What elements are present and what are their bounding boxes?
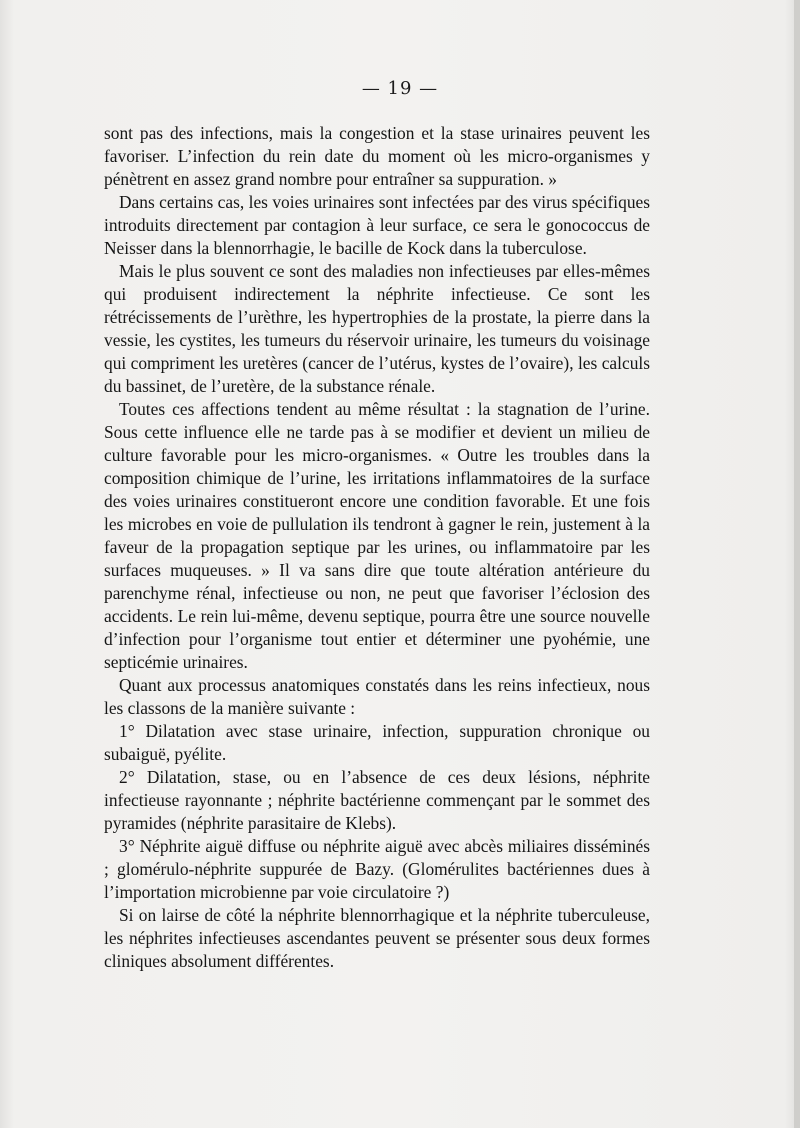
list-item-3: 3° Néphrite aiguë diffuse ou néphrite aiguë avec abcès miliaires disséminés ; glomérulo-néphrite suppurée de Bazy. (Glomérulites bactériennes dues à l’importation microbienne par voie circulatoire ?) — [104, 836, 650, 902]
paragraph-clinical-forms: Si on lairse de côté la néphrite blennorrhagique et la néphrite tuberculeuse, les néphrites infectieuses ascendantes peuvent se présenter sous deux formes cliniques absolument différentes. — [104, 905, 650, 971]
page-number: — 19 — — [361, 78, 439, 99]
list-item-2: 2° Dilatation, stase, ou en l’absence de ces deux lésions, néphrite infectieuse rayonnante ; néphrite bactérienne commençant par le sommet des pyramides (néphrite parasitaire de Klebs). — [104, 767, 650, 833]
paragraph-classification-intro: Quant aux processus anatomiques constatés dans les reins infectieux, nous les classons de la manière suivante : — [104, 675, 650, 718]
body-text — [104, 122, 650, 973]
paragraph-continuation: sont pas des infections, mais la congestion et la stase urinaires peuvent les favoriser. L’infection du rein date du moment où les micro-organismes y pénètrent en assez grand nombre pour entraîner sa suppuration. » — [104, 123, 650, 189]
list-item-1: 1° Dilatation avec stase urinaire, infection, suppuration chronique ou subaiguë, pyélite. — [104, 721, 650, 764]
paragraph-urine-stagnation: Toutes ces affections tendent au même résultat : la stagnation de l’urine. Sous cette influence elle ne tarde pas à se modifier et devient un milieu de culture favorable pour les micro-organismes. « Outre les troubles dans la composition chimique de l’urine, les irritations inflammatoires de la surface des voies urinaires constitueront encore une condition favorable. Et une fois les microbes en voie de pullulation ils tendront à gagner le rein, justement à la faveur de la propagation septique par les urines, ou inflammatoire par les surfaces muqueuses. » Il va sans dire que toute altération antérieure du parenchyme rénal, infectieuse ou non, ne peut que favoriser l’éclosion des accidents. Le rein lui-même, devenu septique, pourra être une source nouvelle d’infection pour l’organisme tout entier et déterminer une pyohémie, une septicémie urinaires. — [104, 399, 650, 672]
paragraph-specific-viruses: Dans certains cas, les voies urinaires sont infectées par des virus spécifiques introduits directement par contagion à leur surface, ce sera le gonococcus de Neisser dans la blennorrhagie, le bacille de Kock dans la tuberculose. — [104, 192, 650, 258]
paragraph-non-infectious-diseases: Mais le plus souvent ce sont des maladies non infectieuses par elles-mêmes qui produisent indirectement la néphrite infectieuse. Ce sont les rétrécissements de l’urèthre, les hypertrophies de la prostate, la pierre dans la vessie, les cystites, les tumeurs du réservoir urinaire, les tumeurs du voisinage qui compriment les uretères (cancer de l’utérus, kystes de l’ovaire), les calculs du bassinet, de l’uretère, de la substance rénale. — [104, 261, 650, 396]
page-edge-shadow — [794, 0, 800, 1128]
